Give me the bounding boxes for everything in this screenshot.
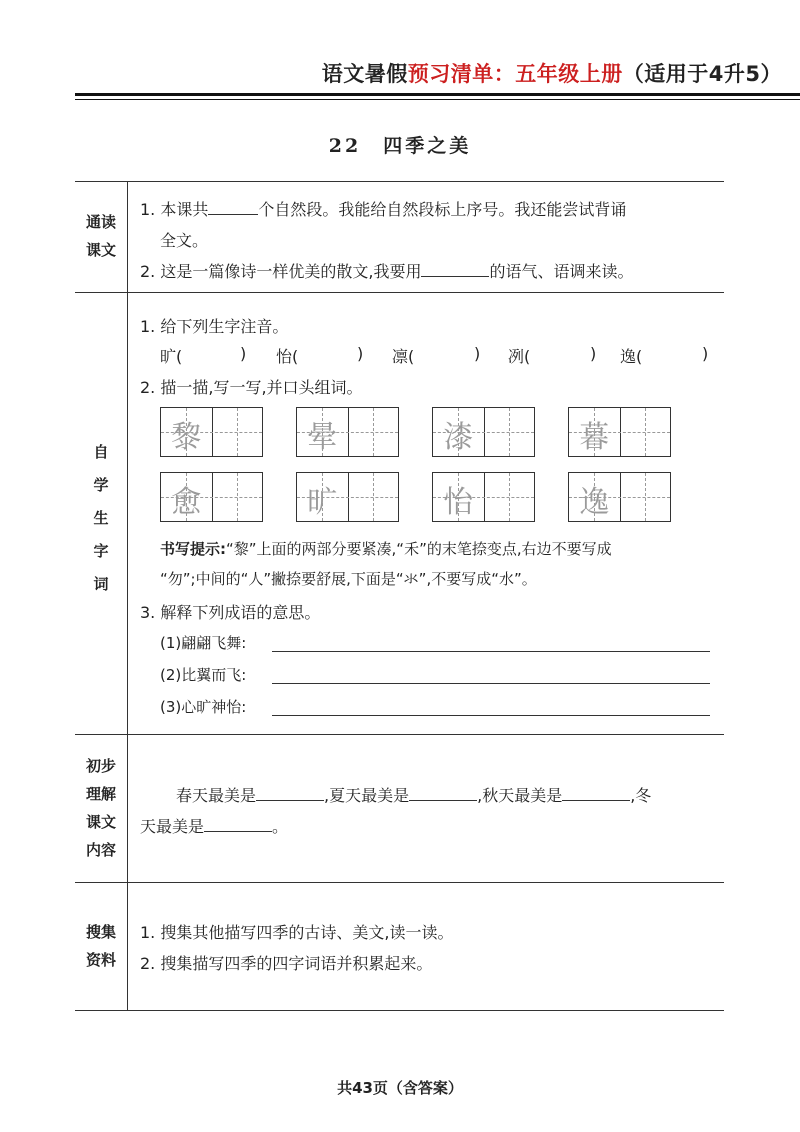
- answer-blank[interactable]: [256, 784, 324, 801]
- header-suffix: （适用于4升5）: [622, 62, 782, 86]
- pinyin-close: ): [474, 344, 481, 363]
- pinyin-item: 冽(: [508, 347, 531, 366]
- char-grid[interactable]: [432, 407, 535, 457]
- char-grid[interactable]: [296, 472, 399, 522]
- answer-blank[interactable]: [562, 784, 630, 801]
- section-divider: [75, 734, 724, 735]
- header-black-text: 语文暑假: [321, 62, 408, 86]
- page-footer: 共43页（含答案）: [337, 1079, 463, 1097]
- pinyin-close: ): [590, 344, 597, 363]
- trace-char: 黎: [171, 420, 202, 455]
- pinyin-item: 旷(: [160, 347, 183, 366]
- section-label-study: 自 学 生 字 词: [93, 443, 109, 593]
- pinyin-close: ): [357, 344, 364, 363]
- char-grid[interactable]: [296, 407, 399, 457]
- char-grid[interactable]: [432, 472, 535, 522]
- trace-char: 逸: [579, 485, 610, 520]
- answer-line[interactable]: [272, 715, 710, 716]
- pinyin-close: ): [240, 344, 247, 363]
- char-grid[interactable]: [568, 472, 671, 522]
- understand-line-2: 天最美是 。: [140, 817, 289, 836]
- collect-item-1: 1. 搜集其他描写四季的古诗、美文,读一读。: [140, 923, 454, 942]
- trace-char: 愈: [171, 485, 202, 520]
- section-label-collect: 搜集 资料: [85, 923, 116, 969]
- understand-line-1: 春天最美是 ,夏天最美是 ,秋天最美是 ,冬: [176, 786, 652, 805]
- section-label-read: 通读 课文: [85, 213, 116, 259]
- char-grid[interactable]: [160, 472, 263, 522]
- writing-tip-cont: “勿”;中间的“人”撇捺要舒展,下面是“氺”,不要写成“水”。: [160, 570, 537, 588]
- table-bottom-rule: [75, 1010, 724, 1011]
- header-red-text: 预习清单：五年级上册: [407, 62, 623, 86]
- page-title: 22 四季之美: [328, 135, 472, 157]
- trace-char: 漆: [443, 420, 474, 455]
- section-divider: [75, 292, 724, 293]
- writing-tip: 书写提示:“黎”上面的两部分要紧凑,“禾”的末笔捺变点,右边不要写成: [160, 540, 612, 558]
- answer-line[interactable]: [272, 651, 710, 652]
- answer-line[interactable]: [272, 683, 710, 684]
- idiom-item: (2)比翼而飞:: [160, 666, 247, 684]
- read-item-2: 2. 这是一篇像诗一样优美的散文,我要用 的语气、语调来读。: [140, 262, 634, 281]
- answer-blank[interactable]: [421, 260, 489, 277]
- section-label-understand: 初步 理解 课文 内容: [85, 757, 116, 859]
- table-top-rule: [75, 181, 724, 182]
- pinyin-close: ): [702, 344, 709, 363]
- trace-char: 怡: [443, 485, 474, 520]
- header-rule-thick: [75, 93, 800, 96]
- pinyin-item: 凛(: [392, 347, 415, 366]
- section-divider: [75, 882, 724, 883]
- study-question-2: 2. 描一描,写一写,并口头组词。: [140, 378, 363, 397]
- pinyin-item: 怡(: [276, 347, 299, 366]
- trace-char: 旷: [307, 485, 338, 520]
- collect-item-2: 2. 搜集描写四季的四字词语并积累起来。: [140, 954, 433, 973]
- pinyin-item: 逸(: [620, 347, 643, 366]
- trace-char: 暮: [579, 420, 610, 455]
- read-item-1-cont: 全文。: [160, 231, 209, 250]
- answer-blank[interactable]: [409, 784, 477, 801]
- study-question-3: 3. 解释下列成语的意思。: [140, 603, 321, 622]
- header-rule-thin: [75, 99, 800, 100]
- idiom-item: (3)心旷神怡:: [160, 698, 247, 716]
- char-grid[interactable]: [568, 407, 671, 457]
- read-item-1: 1. 本课共 个自然段。我能给自然段标上序号。我还能尝试背诵: [140, 200, 627, 219]
- table-column-divider: [127, 181, 128, 1011]
- answer-blank[interactable]: [204, 815, 272, 832]
- answer-blank[interactable]: [208, 198, 258, 215]
- study-question-1: 1. 给下列生字注音。: [140, 317, 289, 336]
- header-banner: [322, 58, 782, 88]
- char-grid[interactable]: [160, 407, 263, 457]
- trace-char: 晕: [307, 420, 338, 455]
- idiom-item: (1)翩翩飞舞:: [160, 634, 247, 652]
